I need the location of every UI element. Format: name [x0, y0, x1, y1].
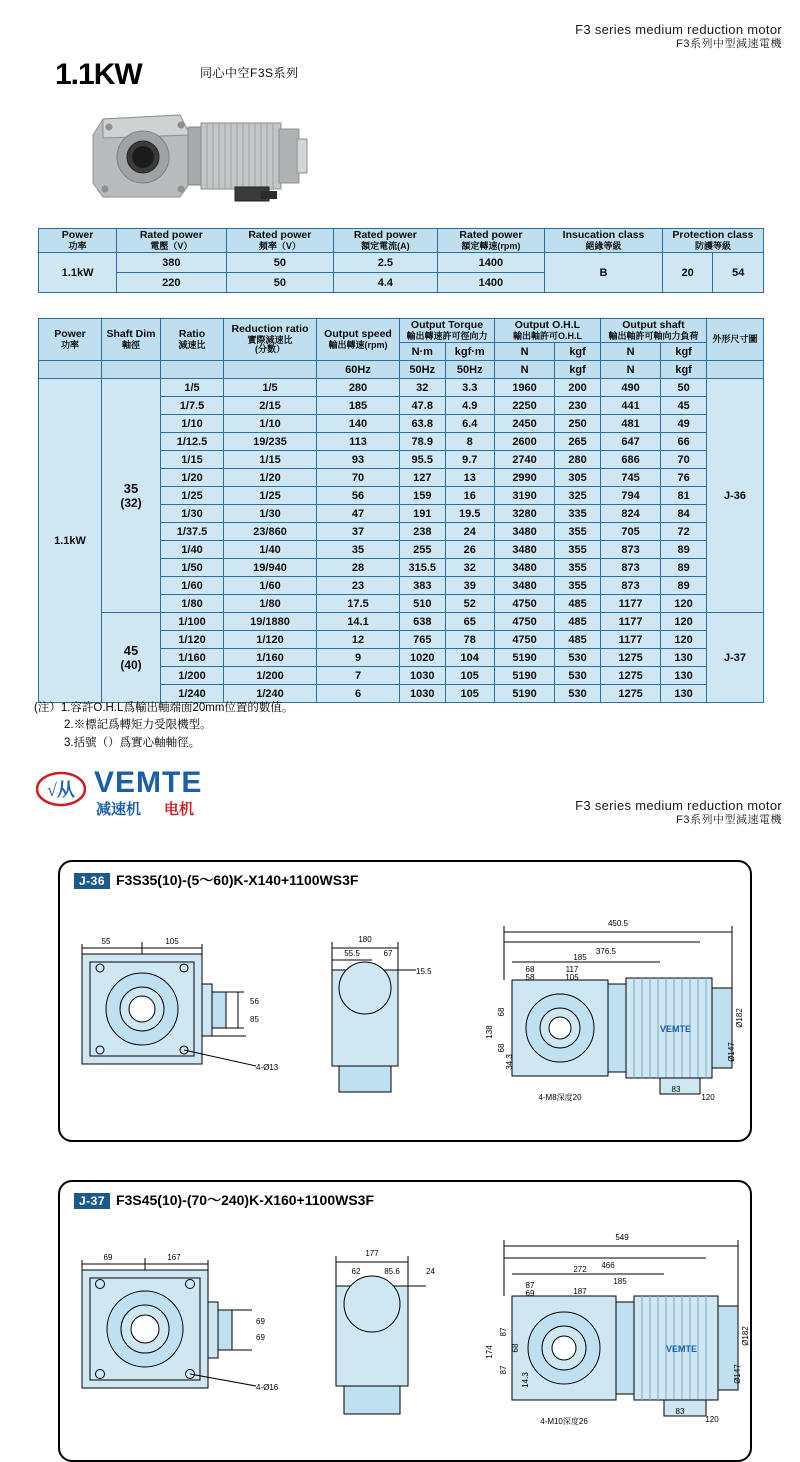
cell-rpm: 35 [317, 541, 400, 559]
ratio-sub-kgfm: kgf·m [445, 343, 494, 361]
svg-text:87: 87 [525, 1281, 535, 1290]
cell-kgfm: 26 [445, 541, 494, 559]
drawing-ref-j37: J-37 [707, 613, 764, 703]
cell-ax-n: 481 [600, 415, 660, 433]
header-en: F3 series medium reduction motor [575, 22, 782, 37]
cell-rpm: 6 [317, 685, 400, 703]
cell-ax-kgf: 120 [661, 631, 707, 649]
cell-rpm: 12 [317, 631, 400, 649]
ratio-sub-ax-n: N [600, 343, 660, 361]
cell-ohl-n: 3480 [494, 541, 554, 559]
cell-ratio: 1/37.5 [161, 523, 224, 541]
cell-kgfm: 13 [445, 469, 494, 487]
cell-nm: 510 [400, 595, 446, 613]
cell-rpm: 47 [317, 505, 400, 523]
spec-freq-2: 50 [226, 273, 334, 293]
cell-reduction: 1/40 [224, 541, 317, 559]
cell-ohl-n: 2990 [494, 469, 554, 487]
cell-ax-kgf: 72 [661, 523, 707, 541]
cell-kgfm: 105 [445, 685, 494, 703]
cell-ratio: 1/240 [161, 685, 224, 703]
svg-text:62: 62 [351, 1267, 361, 1276]
cell-kgfm: 24 [445, 523, 494, 541]
svg-text:117: 117 [565, 965, 579, 974]
cell-ohl-kgf: 485 [555, 595, 601, 613]
cell-ratio: 1/200 [161, 667, 224, 685]
cell-ohl-kgf: 355 [555, 523, 601, 541]
svg-text:376.5: 376.5 [595, 947, 617, 956]
header-cn: F3系列中型減速電機 [676, 38, 782, 51]
cell-ax-kgf: 81 [661, 487, 707, 505]
ratio-header-axial: Output shaft 輸出軸許可軸向力負荷 [600, 319, 706, 343]
cell-ohl-kgf: 230 [555, 397, 601, 415]
cell-reduction: 1/80 [224, 595, 317, 613]
page-header [575, 22, 782, 52]
cell-ax-n: 705 [600, 523, 660, 541]
cell-nm: 95.5 [400, 451, 446, 469]
svg-text:185: 185 [613, 1277, 627, 1286]
cell-ax-n: 794 [600, 487, 660, 505]
svg-text:VEMTE: VEMTE [666, 1344, 698, 1354]
drawing-tag-j36: J-36 [74, 873, 110, 889]
spec-protection-ip54: 54 [713, 253, 764, 293]
cell-ax-kgf: 66 [661, 433, 707, 451]
drawing-model-j36: F3S35(10)-(5～60)K-X140+1100WS3F [116, 872, 359, 888]
cell-rpm: 17.5 [317, 595, 400, 613]
cell-kgfm: 8 [445, 433, 494, 451]
logo-cn-red: 电机 [164, 801, 195, 818]
drawing-panel-j37 [58, 1180, 752, 1462]
cell-nm: 315.5 [400, 559, 446, 577]
cell-nm: 191 [400, 505, 446, 523]
drawing-tag-j37: J-37 [74, 1193, 110, 1209]
ratio-header-reduction: Reduction ratio 實際減速比 (分數） [224, 319, 317, 361]
cell-rpm: 113 [317, 433, 400, 451]
cell-ohl-n: 4750 [494, 613, 554, 631]
spec-header-power: Power 功率 [39, 229, 117, 253]
cell-rpm: 56 [317, 487, 400, 505]
svg-text:56: 56 [250, 997, 259, 1006]
footnote-1: (注）1.容許O.H.L爲輸出軸端面20mm位置的數值。 [34, 702, 294, 714]
cell-ohl-n: 1960 [494, 379, 554, 397]
spec-table-header-row [39, 229, 764, 253]
cell-ohl-kgf: 355 [555, 541, 601, 559]
cell-ohl-n: 2600 [494, 433, 554, 451]
footnote-2: 2.※標記爲轉矩力受限機型。 [64, 719, 212, 732]
svg-text:185: 185 [573, 953, 587, 962]
cell-kgfm: 78 [445, 631, 494, 649]
spec-current-1: 2.5 [334, 253, 438, 273]
cell-ratio: 1/80 [161, 595, 224, 613]
cell-ax-kgf: 130 [661, 649, 707, 667]
spec-speed-2: 1400 [437, 273, 545, 293]
svg-text:450.5: 450.5 [607, 919, 629, 928]
ratio-unit-60hz: 60Hz [317, 361, 400, 379]
drawing-body-j36 [60, 892, 750, 1138]
svg-text:Ø182: Ø182 [741, 1326, 750, 1346]
cell-rpm: 23 [317, 577, 400, 595]
cell-ratio: 1/10 [161, 415, 224, 433]
spec-table [38, 228, 764, 293]
cell-ohl-n: 5190 [494, 685, 554, 703]
cell-kgfm: 39 [445, 577, 494, 595]
svg-text:105: 105 [165, 937, 179, 946]
cell-kgfm: 104 [445, 649, 494, 667]
cell-ratio: 1/15 [161, 451, 224, 469]
cell-reduction: 2/15 [224, 397, 317, 415]
drawing-ref-j36: J-36 [707, 379, 764, 613]
cell-ohl-n: 2250 [494, 397, 554, 415]
cell-nm: 383 [400, 577, 446, 595]
spec-current-2: 4.4 [334, 273, 438, 293]
svg-text:Ø182: Ø182 [735, 1008, 744, 1028]
cell-nm: 127 [400, 469, 446, 487]
cell-reduction: 19/235 [224, 433, 317, 451]
logo-cn-black: 减速机 [96, 801, 142, 818]
cell-nm: 638 [400, 613, 446, 631]
cell-reduction: 19/1880 [224, 613, 317, 631]
cell-ax-kgf: 130 [661, 667, 707, 685]
cell-ratio: 1/25 [161, 487, 224, 505]
ratio-header-power: Power 功率 [39, 319, 102, 361]
cell-ax-kgf: 89 [661, 541, 707, 559]
ratio-header-shaft: Shaft Dim 軸徑 [102, 319, 161, 361]
cell-reduction: 1/120 [224, 631, 317, 649]
cell-ax-kgf: 76 [661, 469, 707, 487]
cell-ax-n: 824 [600, 505, 660, 523]
footnotes [34, 700, 293, 752]
cell-rpm: 280 [317, 379, 400, 397]
svg-text:69: 69 [256, 1333, 265, 1342]
cell-ax-kgf: 130 [661, 685, 707, 703]
cell-ohl-kgf: 485 [555, 613, 601, 631]
ratio-unit-50hz-nm: 50Hz [400, 361, 446, 379]
cell-nm: 1020 [400, 649, 446, 667]
cell-reduction: 19/940 [224, 559, 317, 577]
cell-ax-kgf: 49 [661, 415, 707, 433]
cell-nm: 159 [400, 487, 446, 505]
brand-logo [36, 768, 336, 820]
cell-ax-n: 745 [600, 469, 660, 487]
cell-ax-n: 1177 [600, 631, 660, 649]
footnote-3: 3.括號（）爲實心軸軸徑。 [64, 736, 201, 749]
spec-speed-1: 1400 [437, 253, 545, 273]
cell-ohl-kgf: 265 [555, 433, 601, 451]
svg-text:549: 549 [615, 1233, 629, 1242]
svg-text:466: 466 [601, 1261, 615, 1270]
cell-ohl-kgf: 530 [555, 667, 601, 685]
cell-ohl-n: 4750 [494, 595, 554, 613]
cell-ratio: 1/5 [161, 379, 224, 397]
svg-text:34.3: 34.3 [505, 1054, 514, 1070]
product-photo [85, 105, 325, 205]
cell-reduction: 1/200 [224, 667, 317, 685]
cell-ohl-kgf: 355 [555, 559, 601, 577]
drawing-title-j37 [74, 1190, 374, 1210]
cell-rpm: 28 [317, 559, 400, 577]
cell-rpm: 70 [317, 469, 400, 487]
svg-text:68: 68 [497, 1007, 506, 1017]
cell-rpm: 14.1 [317, 613, 400, 631]
cell-ohl-kgf: 250 [555, 415, 601, 433]
series-subtitle: 同心中空F3S系列 [200, 66, 299, 80]
table-row [39, 379, 764, 397]
cell-reduction: 1/25 [224, 487, 317, 505]
cell-ax-kgf: 45 [661, 397, 707, 415]
svg-text:105: 105 [565, 973, 579, 982]
svg-text:4-M10深度26: 4-M10深度26 [540, 1417, 588, 1426]
cell-ax-kgf: 89 [661, 559, 707, 577]
cell-kgfm: 52 [445, 595, 494, 613]
spec-freq-1: 50 [226, 253, 334, 273]
cell-reduction: 1/5 [224, 379, 317, 397]
cell-kgfm: 3.3 [445, 379, 494, 397]
cell-ax-n: 1177 [600, 613, 660, 631]
cell-ohl-kgf: 530 [555, 649, 601, 667]
svg-text:24: 24 [426, 1267, 435, 1276]
cell-ax-n: 441 [600, 397, 660, 415]
svg-text:√从: √从 [47, 780, 75, 800]
power-title: 1.1KW [55, 58, 142, 91]
ratio-table-header-row [39, 319, 764, 343]
cell-ohl-kgf: 280 [555, 451, 601, 469]
table-row [39, 613, 764, 631]
cell-ax-kgf: 70 [661, 451, 707, 469]
cell-rpm: 9 [317, 649, 400, 667]
svg-text:Ø147: Ø147 [733, 1364, 742, 1384]
svg-text:85: 85 [250, 1015, 259, 1024]
spec-header-speed: Rated power 額定轉速(rpm) [437, 229, 545, 253]
svg-text:69: 69 [103, 1253, 113, 1262]
ratio-header-ohl: Output O.H.L 輸出軸許可O.H.L [494, 319, 600, 343]
cell-ohl-n: 3480 [494, 523, 554, 541]
svg-text:272: 272 [573, 1265, 587, 1274]
drawing-model-j37: F3S45(10)-(70～240)K-X160+1100WS3F [116, 1192, 374, 1208]
cell-ax-n: 1177 [600, 595, 660, 613]
cell-ax-n: 490 [600, 379, 660, 397]
ratio-header-ratio: Ratio 減速比 [161, 319, 224, 361]
cell-ax-n: 1275 [600, 667, 660, 685]
cell-reduction: 1/60 [224, 577, 317, 595]
spec-power-value: 1.1kW [39, 253, 117, 293]
cell-rpm: 7 [317, 667, 400, 685]
cell-ax-kgf: 120 [661, 613, 707, 631]
cell-ohl-kgf: 530 [555, 685, 601, 703]
svg-text:180: 180 [358, 935, 372, 944]
cell-ohl-kgf: 305 [555, 469, 601, 487]
cell-ohl-n: 3190 [494, 487, 554, 505]
logo-badge-icon [36, 770, 86, 808]
spec-header-voltage: Rated power 電壓（V） [117, 229, 226, 253]
cell-ax-n: 873 [600, 559, 660, 577]
cell-reduction: 1/20 [224, 469, 317, 487]
cell-nm: 1030 [400, 667, 446, 685]
cell-ax-n: 1275 [600, 685, 660, 703]
svg-text:83: 83 [675, 1407, 685, 1416]
cell-ohl-n: 3480 [494, 577, 554, 595]
cell-kgfm: 105 [445, 667, 494, 685]
cell-ohl-kgf: 355 [555, 577, 601, 595]
cell-kgfm: 19.5 [445, 505, 494, 523]
cell-rpm: 140 [317, 415, 400, 433]
cell-ax-n: 873 [600, 577, 660, 595]
svg-text:VEMTE: VEMTE [660, 1024, 692, 1034]
cell-kgfm: 4.9 [445, 397, 494, 415]
spec-insulation-value: B [545, 253, 663, 293]
svg-text:177: 177 [365, 1249, 379, 1258]
svg-text:Ø147: Ø147 [727, 1042, 736, 1062]
cell-ratio: 1/120 [161, 631, 224, 649]
cell-ax-n: 873 [600, 541, 660, 559]
ratio-sub-ohl-kgf: kgf [555, 343, 601, 361]
cell-rpm: 37 [317, 523, 400, 541]
cell-nm: 1030 [400, 685, 446, 703]
ratio-unit-ax-kgf: kgf [661, 361, 707, 379]
cell-nm: 238 [400, 523, 446, 541]
ratio-sub-nm: N·m [400, 343, 446, 361]
cell-ratio: 1/20 [161, 469, 224, 487]
ratio-power-value: 1.1kW [39, 379, 102, 703]
svg-text:55.5: 55.5 [344, 949, 360, 958]
cell-reduction: 1/30 [224, 505, 317, 523]
cell-ax-n: 647 [600, 433, 660, 451]
ratio-table [38, 318, 764, 703]
cell-kgfm: 65 [445, 613, 494, 631]
spec-header-insulation: Insucation class 絕緣等級 [545, 229, 663, 253]
spec-header-protection: Protection class 防護等級 [662, 229, 763, 253]
svg-text:69: 69 [256, 1317, 265, 1326]
cell-ohl-n: 4750 [494, 631, 554, 649]
cell-ohl-n: 2740 [494, 451, 554, 469]
cell-ohl-kgf: 200 [555, 379, 601, 397]
table-row [39, 253, 764, 273]
svg-text:4-M8深度20: 4-M8深度20 [538, 1093, 582, 1102]
spec-header-current: Rated power 額定電流(A) [334, 229, 438, 253]
shaft-dim-45: 45 (40) [102, 613, 161, 703]
ratio-unit-ohl-n: N [494, 361, 554, 379]
cell-ohl-n: 5190 [494, 649, 554, 667]
ratio-header-torque: Output Torque 輸出轉速許可徑向力 [400, 319, 495, 343]
cell-ratio: 1/60 [161, 577, 224, 595]
header2-cn: F3系列中型減速電機 [676, 814, 782, 827]
ratio-unit-ax-n: N [600, 361, 660, 379]
cell-ohl-n: 3280 [494, 505, 554, 523]
drawing-body-j37 [60, 1212, 750, 1458]
cell-ratio: 1/30 [161, 505, 224, 523]
svg-text:85.6: 85.6 [384, 1267, 400, 1276]
ratio-header-output-speed: Output speed 輸出轉速(rpm) [317, 319, 400, 361]
svg-text:120: 120 [701, 1093, 715, 1102]
svg-text:68: 68 [511, 1343, 520, 1353]
ratio-sub-ohl-n: N [494, 343, 554, 361]
cell-ax-kgf: 120 [661, 595, 707, 613]
svg-text:68: 68 [525, 965, 535, 974]
section-header-2 [575, 798, 782, 828]
svg-text:174: 174 [485, 1345, 494, 1359]
cell-ratio: 1/50 [161, 559, 224, 577]
cell-ohl-n: 3480 [494, 559, 554, 577]
cell-nm: 78.9 [400, 433, 446, 451]
svg-text:87: 87 [499, 1365, 508, 1375]
cell-ax-kgf: 84 [661, 505, 707, 523]
cell-nm: 255 [400, 541, 446, 559]
ratio-sub-ax-kgf: kgf [661, 343, 707, 361]
ratio-unit-ohl-kgf: kgf [555, 361, 601, 379]
svg-text:15.5: 15.5 [416, 967, 432, 976]
cell-ax-kgf: 50 [661, 379, 707, 397]
svg-text:138: 138 [485, 1025, 494, 1039]
ratio-unit-50hz-kgfm: 50Hz [445, 361, 494, 379]
svg-text:58: 58 [525, 973, 535, 982]
svg-text:14.3: 14.3 [521, 1372, 530, 1388]
cell-ratio: 1/100 [161, 613, 224, 631]
cell-rpm: 93 [317, 451, 400, 469]
cell-ratio: 1/40 [161, 541, 224, 559]
svg-text:187: 187 [573, 1287, 587, 1296]
svg-text:87: 87 [499, 1327, 508, 1337]
cell-ratio: 1/160 [161, 649, 224, 667]
cell-reduction: 1/160 [224, 649, 317, 667]
logo-brand-text: VEMTE [94, 766, 203, 799]
svg-text:4-Ø13: 4-Ø13 [256, 1063, 279, 1072]
header2-en: F3 series medium reduction motor [575, 798, 782, 813]
drawing-title-j36 [74, 870, 358, 890]
cell-reduction: 1/240 [224, 685, 317, 703]
cell-ratio: 1/7.5 [161, 397, 224, 415]
cell-reduction: 1/10 [224, 415, 317, 433]
cell-ohl-n: 5190 [494, 667, 554, 685]
cell-ohl-n: 2450 [494, 415, 554, 433]
cell-kgfm: 6.4 [445, 415, 494, 433]
svg-text:55: 55 [101, 937, 111, 946]
ratio-header-drawing: 外形尺寸圖 [707, 319, 764, 361]
cell-ohl-kgf: 325 [555, 487, 601, 505]
cell-nm: 765 [400, 631, 446, 649]
cell-kgfm: 16 [445, 487, 494, 505]
spec-header-frequency: Rated power 頻率（V） [226, 229, 334, 253]
cell-rpm: 185 [317, 397, 400, 415]
ratio-table-unit-row [39, 361, 764, 379]
cell-ax-n: 1275 [600, 649, 660, 667]
cell-reduction: 1/15 [224, 451, 317, 469]
svg-text:67: 67 [383, 949, 393, 958]
cell-nm: 47.8 [400, 397, 446, 415]
drawing-panel-j36 [58, 860, 752, 1142]
svg-text:83: 83 [671, 1085, 681, 1094]
svg-text:167: 167 [167, 1253, 181, 1262]
cell-nm: 63.8 [400, 415, 446, 433]
cell-kgfm: 9.7 [445, 451, 494, 469]
shaft-dim-35: 35 (32) [102, 379, 161, 613]
svg-text:68: 68 [497, 1043, 506, 1053]
cell-ohl-kgf: 335 [555, 505, 601, 523]
spec-voltage-2: 220 [117, 273, 226, 293]
cell-ax-n: 686 [600, 451, 660, 469]
svg-text:120: 120 [705, 1415, 719, 1424]
cell-reduction: 23/860 [224, 523, 317, 541]
svg-text:69: 69 [525, 1289, 535, 1298]
cell-ohl-kgf: 485 [555, 631, 601, 649]
spec-protection-ip2: 20 [662, 253, 713, 293]
cell-ax-kgf: 89 [661, 577, 707, 595]
svg-text:4-Ø16: 4-Ø16 [256, 1383, 279, 1392]
spec-voltage-1: 380 [117, 253, 226, 273]
cell-ratio: 1/12.5 [161, 433, 224, 451]
cell-nm: 32 [400, 379, 446, 397]
cell-kgfm: 32 [445, 559, 494, 577]
